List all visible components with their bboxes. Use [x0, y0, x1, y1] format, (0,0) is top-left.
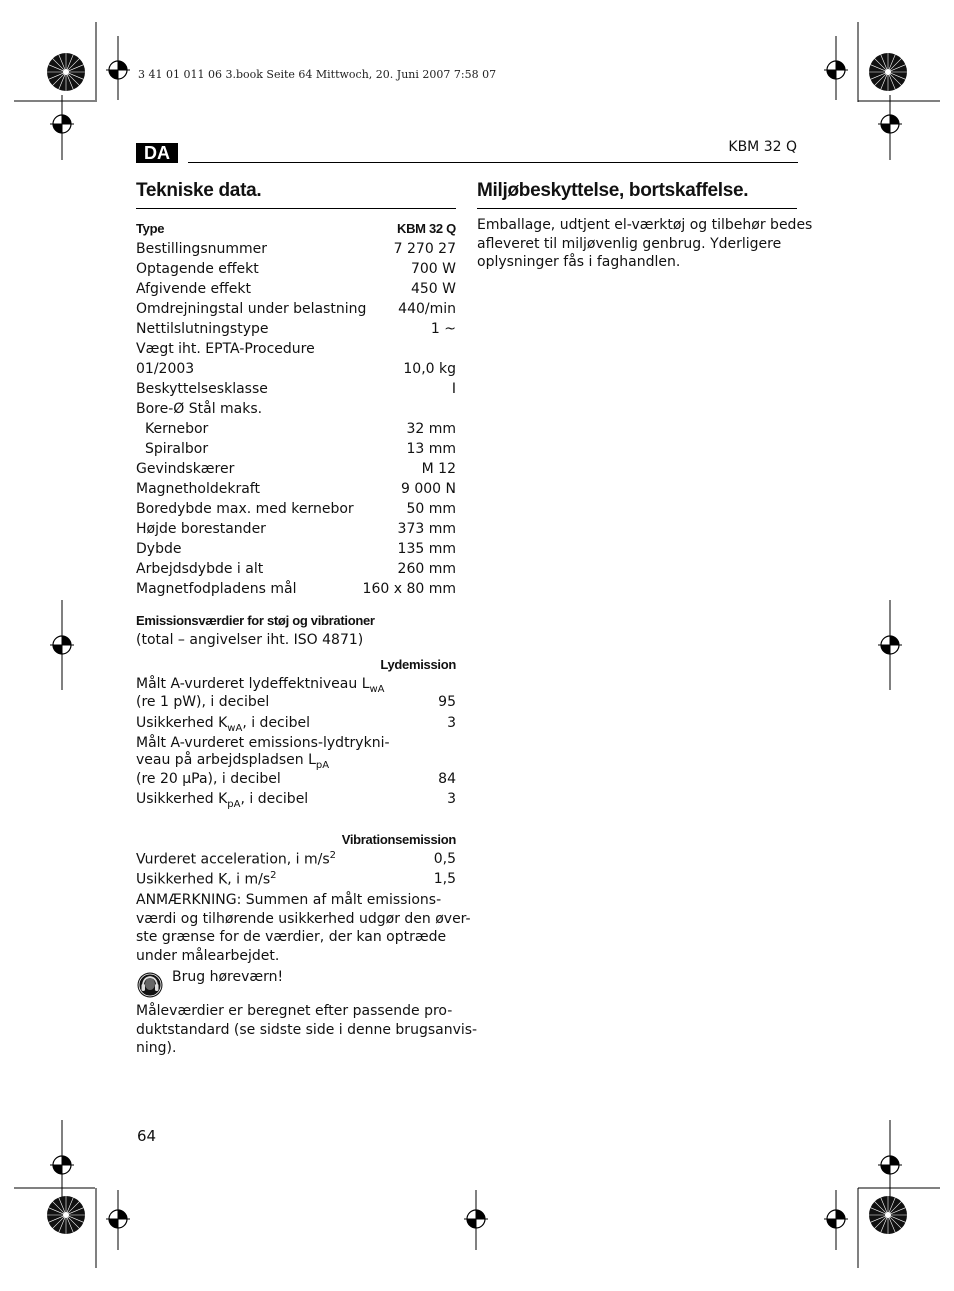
note-line: under målearbejdet.	[136, 947, 280, 964]
spec-value: 700 W	[410, 261, 456, 277]
header-rule	[188, 162, 798, 163]
environment-rule	[477, 208, 797, 209]
spec-value: 450 W	[410, 281, 456, 297]
language-badge: DA	[136, 143, 178, 163]
emission-subtitle: (total – angivelser iht. ISO 4871)	[136, 632, 364, 648]
spec-row	[136, 359, 456, 379]
kpa-label: Usikkerhed $K_{pA}$, i decibel	[136, 791, 309, 810]
lwa-value: 95	[438, 694, 456, 710]
note-line: værdi og tilhørende usikkerhed udgør den øver-	[136, 910, 471, 927]
spec-row	[136, 299, 456, 319]
standard-paragraph	[136, 1002, 477, 1058]
spec-row	[136, 339, 456, 359]
spec-value: 9 000 N	[400, 481, 456, 497]
spec-value: 32 mm	[406, 421, 456, 437]
spec-label: Nettilslutningstype	[136, 321, 269, 337]
spec-label: Boredybde max. med kernebor	[136, 501, 354, 517]
environment-line: Emballage, udtjent el-værktøj og tilbehør bedes	[477, 217, 813, 233]
spec-row	[136, 519, 456, 539]
spec-row	[136, 239, 456, 259]
acceleration-value: 0,5	[433, 851, 456, 867]
spec-label: 01/2003	[136, 361, 195, 377]
spec-label: Beskyttelsesklasse	[136, 381, 268, 397]
spec-row	[136, 459, 456, 479]
spec-value: 1 ~	[430, 321, 456, 337]
spec-row	[136, 379, 456, 399]
lpa-label-line1: Målt A-vurderet emissions-lydtrykni-	[136, 735, 390, 751]
spec-row	[136, 499, 456, 519]
spec-value: 160 x 80 mm	[362, 581, 456, 597]
lpa-reference: (re 20 µPa), i decibel	[136, 771, 281, 787]
note-line: ANMÆRKNING: Summen af målt emissions-	[136, 892, 442, 908]
spec-row	[136, 279, 456, 299]
spec-row	[136, 559, 456, 579]
spec-label: Magnetholdekraft	[136, 481, 260, 497]
spec-label: Spiralbor	[145, 441, 209, 457]
uncertainty-value: 1,5	[433, 871, 456, 887]
kwa-value: 3	[447, 715, 456, 731]
lpa-label-line2: veau på arbejdspladsen $L_{pA}$	[136, 752, 330, 771]
page-number: 64	[137, 1127, 157, 1145]
spec-value: 373 mm	[397, 521, 456, 537]
uncertainty-label: Usikkerhed K, i $m/s^2$	[136, 870, 277, 888]
spec-header-row	[136, 219, 456, 239]
spec-label: Dybde	[136, 541, 182, 557]
standard-line: ning).	[136, 1040, 177, 1056]
spec-label: Afgivende effekt	[136, 281, 251, 297]
spec-value: 260 mm	[397, 561, 456, 577]
vibration-heading: Vibrationsemission	[341, 832, 456, 847]
spec-value: 7 270 27	[393, 241, 456, 257]
spec-label: Bore-Ø Stål maks.	[136, 401, 263, 417]
spec-label: Vægt iht. EPTA-Procedure	[136, 341, 315, 357]
spec-row	[136, 259, 456, 279]
spec-value: 10,0 kg	[403, 361, 456, 377]
technical-data-title: Tekniske data.	[136, 180, 262, 201]
spec-header-value: KBM 32 Q	[396, 221, 456, 236]
spec-label: Bestillingsnummer	[136, 241, 268, 257]
lwa-label: Målt A-vurderet lydeffektniveau $L_{wA}$	[136, 676, 385, 695]
spec-value: 440/min	[398, 301, 456, 317]
environment-paragraph	[477, 216, 812, 272]
emission-heading: Emissionsværdier for støj og vibrationer	[136, 613, 375, 628]
spec-value: I	[451, 381, 456, 397]
spec-value: M 12	[421, 461, 456, 477]
noise-heading: Lydemission	[380, 657, 456, 672]
spec-row	[136, 399, 456, 419]
spec-table	[136, 219, 456, 599]
note-line: ste grænse for de værdier, der kan optræde	[136, 929, 447, 945]
environment-line: oplysninger fås i faghandlen.	[477, 254, 681, 270]
spec-row	[136, 539, 456, 559]
spec-value: 50 mm	[406, 501, 456, 517]
kpa-value: 3	[447, 791, 456, 807]
spec-label: Kernebor	[145, 421, 209, 437]
environment-title: Miljøbeskyttelse, bortskaffelse.	[477, 180, 749, 201]
spec-value: 135 mm	[397, 541, 456, 557]
spec-label: Optagende effekt	[136, 261, 259, 277]
spec-label: Gevindskærer	[136, 461, 235, 477]
ear-protection-text: Brug høreværn!	[172, 969, 284, 985]
spec-label: Magnetfodpladens mål	[136, 581, 297, 597]
lwa-reference: (re 1 pW), i decibel	[136, 694, 270, 710]
model-header: KBM 32 Q	[728, 139, 797, 155]
kwa-label: Usikkerhed $K_{wA}$, i decibel	[136, 715, 311, 734]
technical-data-rule	[136, 208, 456, 209]
standard-line: Måleværdier er beregnet efter passende pro-	[136, 1003, 453, 1019]
spec-row	[136, 319, 456, 339]
spec-row	[136, 439, 456, 459]
spec-row	[136, 419, 456, 439]
spec-row	[136, 479, 456, 499]
spec-label: Højde borestander	[136, 521, 266, 537]
acceleration-label: Vurderet acceleration, i $m/s^2$	[136, 850, 337, 868]
spec-label: Omdrejningstal under belastning	[136, 301, 367, 317]
book-file-header: 3 41 01 011 06 3.book Seite 64 Mittwoch, 20. Juni 2007 7:58 07	[138, 68, 497, 81]
standard-line: duktstandard (se sidste side i denne brugsanvis-	[136, 1021, 478, 1038]
ear-protection-icon	[137, 972, 163, 998]
spec-label: Arbejdsdybde i alt	[136, 561, 264, 577]
spec-header-label: Type	[136, 221, 165, 236]
spec-row	[136, 579, 456, 599]
lpa-value: 84	[438, 771, 456, 787]
environment-line: afleveret til miljøvenlig genbrug. Yderligere	[477, 235, 782, 252]
spec-value: 13 mm	[406, 441, 456, 457]
note-paragraph	[136, 891, 471, 965]
